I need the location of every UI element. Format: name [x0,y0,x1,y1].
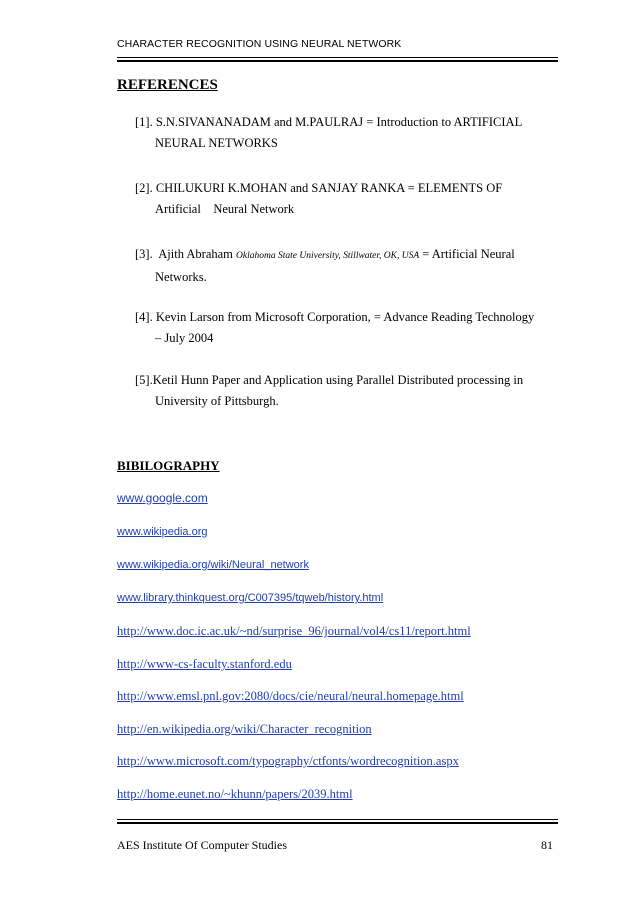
bibliography-link[interactable]: www.library.thinkquest.org/C007395/tqweb/history.html [117,592,384,604]
reference-item [135,370,560,412]
reference-item [135,307,560,349]
reference-line-continued: University of Pittsburgh. [155,394,279,408]
bibliography-link[interactable]: http://www-cs-faculty.stanford.edu [117,657,292,671]
reference-line: [4]. Kevin Larson from Microsoft Corporation, = Advance Reading Technology [135,310,535,324]
reference-affiliation: Oklahoma State University, Stillwater, OK, USA [236,251,420,261]
bibliography-link[interactable]: www.wikipedia.org/wiki/Neural_network [117,559,309,571]
footer-rule [117,819,558,824]
reference-item [135,244,560,288]
references-heading: REFERENCES [117,77,218,93]
reference-line-continued: Networks. [155,270,207,284]
footer-institute: AES Institute Of Computer Studies [117,838,287,852]
running-header: CHARACTER RECOGNITION USING NEURAL NETWORK [117,38,402,50]
reference-line: [5].Ketil Hunn Paper and Application using Parallel Distributed processing in [135,373,524,387]
reference-line-continued: Artificial Neural Network [155,202,295,216]
bibliography-link[interactable]: www.google.com [117,491,208,505]
reference-tail: = Artificial Neural [419,247,515,261]
bibliography-link[interactable]: http://www.emsl.pnl.gov:2080/docs/cie/neural/neural.homepage.html [117,689,464,703]
reference-line: [1]. S.N.SIVANANADAM and M.PAULRAJ = Introduction to ARTIFICIAL [135,115,523,129]
reference-line-continued: NEURAL NETWORKS [155,136,278,150]
bibliography-link[interactable]: www.wikipedia.org [117,526,208,538]
bibliography-heading: BIBILOGRAPHY [117,458,220,473]
reference-line-continued: – July 2004 [155,331,214,345]
bibliography-link[interactable]: http://home.eunet.no/~khunn/papers/2039.html [117,787,353,801]
reference-lead: [3]. Ajith Abraham [135,247,237,261]
reference-item [135,178,560,220]
bibliography-link[interactable]: http://www.doc.ic.ac.uk/~nd/surprise_96/journal/vol4/cs11/report.html [117,624,471,638]
bibliography-link[interactable]: http://en.wikipedia.org/wiki/Character_recognition [117,722,372,736]
reference-line: [2]. CHILUKURI K.MOHAN and SANJAY RANKA = ELEMENTS OF [135,181,503,195]
reference-item [135,112,560,154]
page-number: 81 [541,838,553,852]
header-rule [117,57,558,62]
bibliography-link[interactable]: http://www.microsoft.com/typography/ctfonts/wordrecognition.aspx [117,754,459,768]
